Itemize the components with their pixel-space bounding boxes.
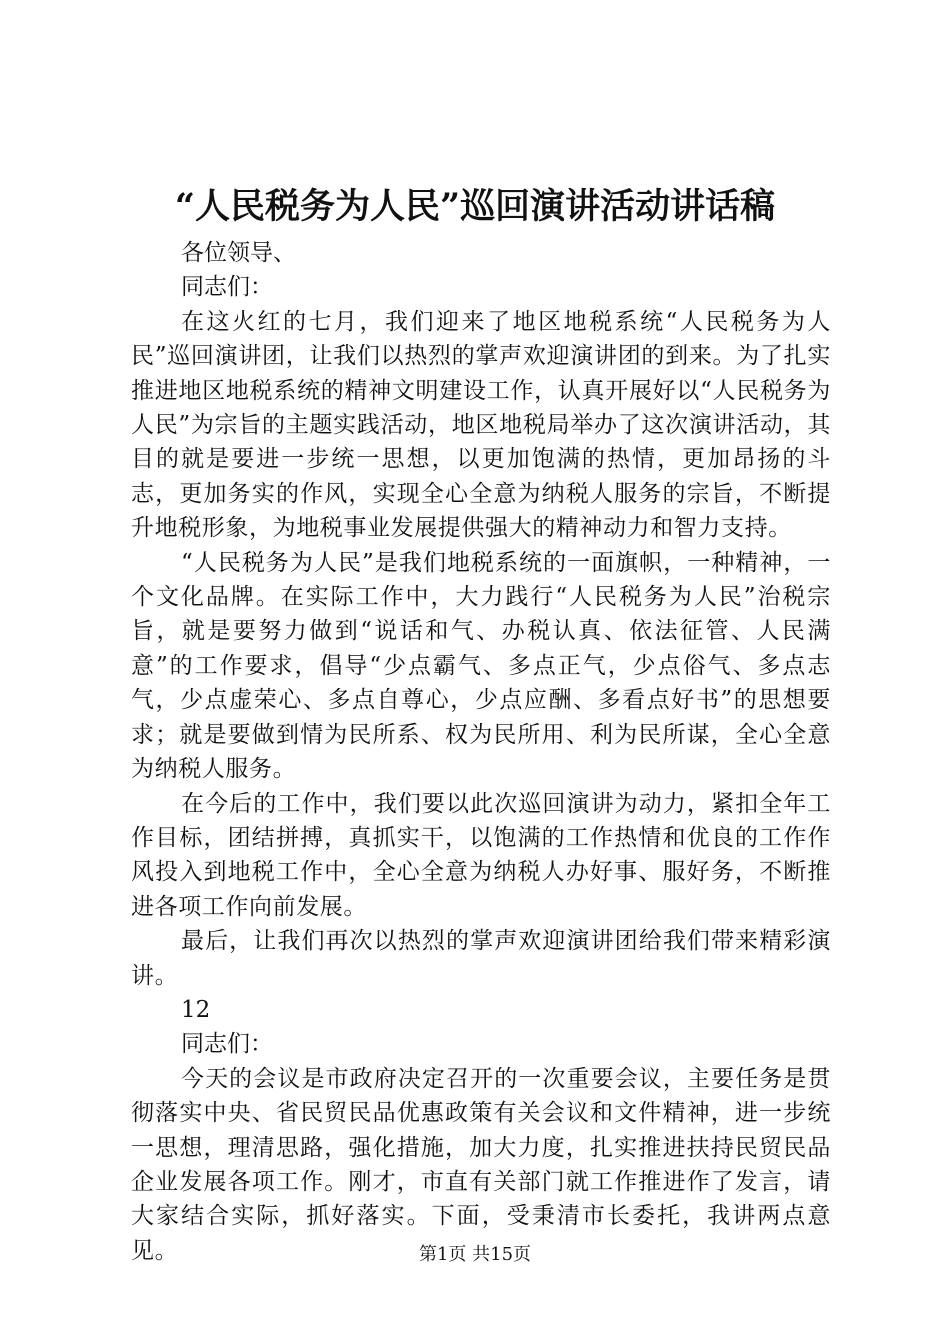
salutation-leaders: 各位领导、: [181, 240, 296, 266]
page-number-label: 第1页 共15页: [418, 1244, 532, 1265]
paragraph-opening: 在这火红的七月，我们迎来了地区地税系统“人民税务为人民”巡回演讲团，让我们以热烈的掌声欢迎演讲团的到来。为了扎实推进地区地税系统的精神文明建设工作，认真开展好以“人民税务为人民”为宗旨的主题实践活动，地区地税局举办了这次演讲活动，其目的就是要进一步统一思想，以更加饱满的热情，更加昂扬的斗志，更加务实的作风，实现全心全意为纳税人服务的宗旨，不断提升地税形象，为地税事业发展提供强大的精神动力和智力支持。: [131, 308, 831, 542]
paragraph-banner: “人民税务为人民”是我们地税系统的一面旗帜，一种精神，一个文化品牌。在实际工作中，大力践行“人民税务为人民”治税宗旨，就是要努力做到“说话和气、办税认真、依法征管、人民满意”的工作要求，倡导“少点霸气、多点正气，少点俗气、多点志气，少点虚荣心、多点自尊心，少点应酬、多看点好书”的思想要求；就是要做到情为民所系、权为民所用、利为民所谋，全心全意为纳税人服务。: [131, 549, 831, 783]
number-line: 12: [181, 996, 211, 1023]
salutation-comrades-2: 同志们：: [181, 1031, 273, 1058]
document-body: [131, 236, 831, 1268]
paragraph-future-work: 在今后的工作中，我们要以此次巡回演讲为动力，紧扣全年工作目标，团结拼搏，真抓实干，以饱满的工作热情和优良的工作作风投入到地税工作中，全心全意为纳税人办好事、服好务，不断推进各项工作向前发展。: [131, 790, 831, 920]
paragraph-meeting: 今天的会议是市政府决定召开的一次重要会议，主要任务是贯彻落实中央、省民贸民品优惠政策有关会议和文件精神，进一步统一思想，理清思路，强化措施，加大力度，扎实推进扶持民贸民品企业发展各项工作。刚才，市直有关部门就工作推进作了发言，请大家结合实际，抓好落实。下面，受秉清市长委托，我讲两点意见。: [131, 1065, 831, 1264]
document-title: “人民税务为人民”巡回演讲活动讲话稿: [174, 186, 776, 227]
paragraph-closing: 最后，让我们再次以热烈的掌声欢迎演讲团给我们带来精彩演讲。: [131, 928, 831, 989]
salutation-comrades: 同志们：: [181, 274, 273, 301]
page-footer: [0, 1242, 950, 1268]
